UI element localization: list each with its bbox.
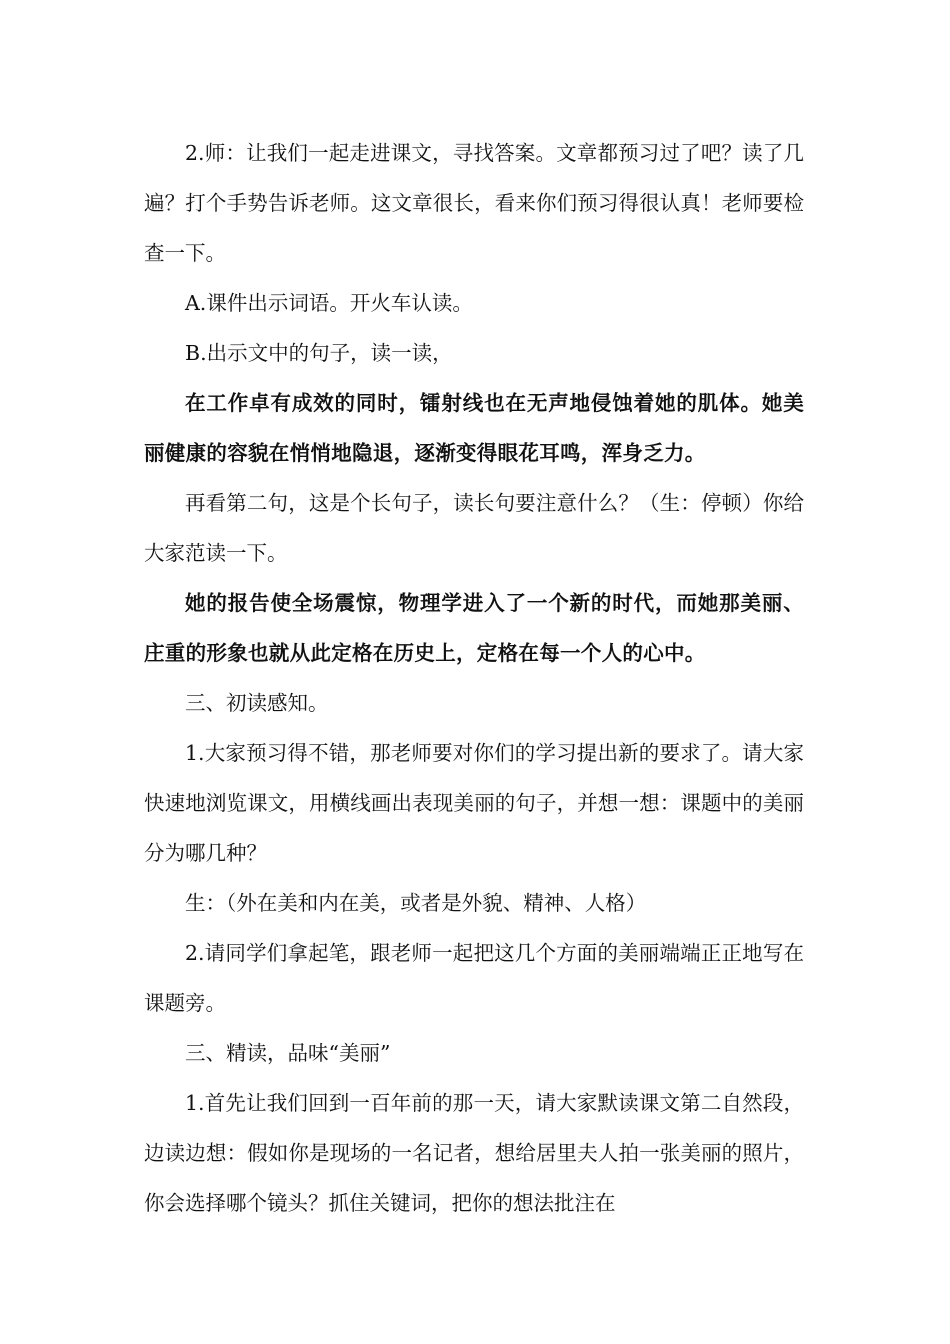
- paragraph-step-a: A.课件出示词语。开火车认读。: [185, 291, 473, 315]
- paragraph-step-b: B.出示文中的句子，读一读，: [185, 341, 453, 365]
- paragraph-task-2: 2.请同学们拿起笔，跟老师一起把这几个方面的美丽端端正正地写在课题旁。: [144, 941, 804, 1015]
- document-body: [144, 128, 804, 1228]
- paragraph-teacher-intro: 2.师：让我们一起走进课文，寻找答案。文章都预习过了吧？读了几遍？打个手势告诉老师。这文章很长，看来你们预习得很认真！老师要检查一下。: [144, 141, 804, 265]
- paragraph-task-1: 1.大家预习得不错，那老师要对你们的学习提出新的要求了。请大家快速地浏览课文，用横线画出表现美丽的句子，并想一想：课题中的美丽分为哪几种？: [144, 741, 804, 865]
- paragraph-student-answer: 生：（外在美和内在美，或者是外貌、精神、人格）: [185, 891, 647, 915]
- paragraph-second-sentence: 再看第二句，这是个长句子，读长句要注意什么？（生：停顿）你给大家范读一下。: [144, 491, 804, 565]
- paragraph-quote-1: 在工作卓有成效的同时，镭射线也在无声地侵蚀着她的肌体。她美丽健康的容貌在悄悄地隐退，逐渐变得眼花耳鸣，浑身乏力。: [144, 391, 804, 465]
- paragraph-close-reading-1: 1.首先让我们回到一百年前的那一天，请大家默读课文第二自然段，边读边想：假如你是现场的一名记者，想给居里夫人拍一张美丽的照片，你会选择哪个镜头？抓住关键词，把你的想法批注在: [144, 1091, 804, 1215]
- heading-close-reading: 三、精读，品味“美丽”: [185, 1041, 391, 1065]
- heading-initial-reading: 三、初读感知。: [185, 691, 329, 715]
- paragraph-quote-2: 她的报告使全场震惊，物理学进入了一个新的时代，而她那美丽、庄重的形象也就从此定格在历史上，定格在每一个人的心中。: [144, 591, 804, 665]
